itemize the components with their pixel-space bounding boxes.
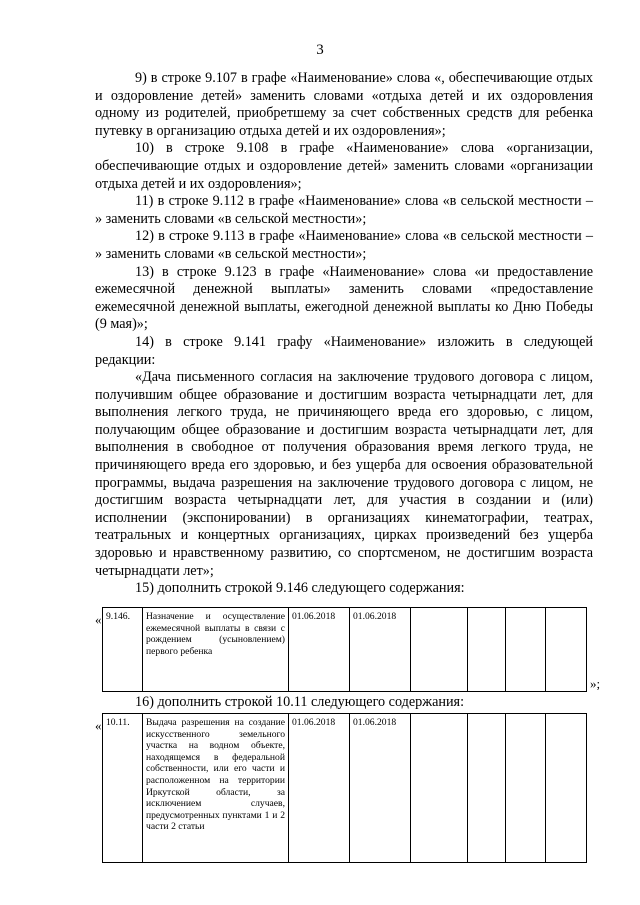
table2-intro: 16) дополнить строкой 10.11 следующего содержания: <box>135 694 465 710</box>
table1-name: Назначение и осуществление ежемесячной выплаты в связи с рождением (усыновлением) первого ребенка <box>143 608 289 692</box>
table2-number: 10.11. <box>103 714 143 863</box>
table-row <box>103 714 587 863</box>
table2-empty-cell <box>546 714 587 863</box>
paragraph-13: 13) в строке 9.123 в графе «Наименование» слова «и предоставление ежемесячной денежной выплаты» заменить словами «предоставление ежемесячной денежной выплаты, ежегодной денежной выплаты ко Дню Победы (9 мая)»; <box>95 263 593 333</box>
table2-name: Выдача разрешения на создание искусственного земельного участка на водном объекте, находящемся в федеральной собственности, или его части и расположенном на территории Иркутской области, за исключением случаев, предусмотренных пунктами 1 и 2 части 2 статьи <box>143 714 289 863</box>
table2-empty-cell <box>506 714 546 863</box>
table1-open-quote: « <box>95 612 102 627</box>
table1-empty-cell <box>468 608 506 692</box>
table1-number: 9.146. <box>103 608 143 692</box>
table2-date-2: 01.06.2018 <box>350 714 411 863</box>
body-text <box>95 70 593 598</box>
table1 <box>102 607 587 692</box>
table2-open-quote: « <box>95 718 102 733</box>
table2 <box>102 713 587 863</box>
table1-empty-cell <box>506 608 546 692</box>
paragraph-12: 12) в строке 9.113 в графе «Наименование» слова «в сельской местности – » заменить словами «в сельской местности»; <box>95 228 593 262</box>
table1-intro: 15) дополнить строкой 9.146 следующего содержания: <box>135 580 465 597</box>
table2-date-1: 01.06.2018 <box>289 714 350 863</box>
paragraph-9: 9) в строке 9.107 в графе «Наименование» слова «, обеспечивающие отдых и оздоровление детей» заменить словами «отдыха детей и их оздоровления одному из родителей, приобретшему за счет собственных средств для ребенка путевку в организацию отдыха детей и их оздоровления»; <box>95 70 593 139</box>
table1-close-quote: »; <box>590 676 601 691</box>
table1-empty-cell <box>411 608 468 692</box>
table1-empty-cell <box>546 608 587 692</box>
table2-empty-cell <box>468 714 506 863</box>
paragraph-10: 10) в строке 9.108 в графе «Наименование» слова «организации, обеспечивающие отдых и оздоровление детей» заменить словами «организации отдыха детей и их оздоровления»; <box>95 140 593 192</box>
page-number: 3 <box>316 42 324 58</box>
table2-empty-cell <box>411 714 468 863</box>
table1-date-1: 01.06.2018 <box>289 608 350 692</box>
table1-date-2: 01.06.2018 <box>350 608 411 692</box>
paragraph-14: 14) в строке 9.141 графу «Наименование» изложить в следующей редакции: <box>95 333 593 368</box>
quoted-wording: «Дача письменного согласия на заключение трудового договора с лицом, получившим общее образование и достигшим возраста четырнадцати лет, для выполнения легкого труда, не причиняющего вреда его здоровью, с лицом, получающим общее образование и достигшим возраста четырнадцати лет, для выполнения в свободное от получения образования время легкого труда, не причиняющего вреда его здоровью, и без ущерба для освоения образовательной программы, выдача разрешения на заключение трудового договора с лицом, не достигшим возраста четырнадцати лет, для участия в создании и (или) исполнении (экспонировании) в организациях кинематографии, театрах, театральных и концертных организациях, цирках произведений без ущерба здоровью и нравственному развитию, со спортсменом, не достигшим возраста четырнадцати лет»; <box>95 369 593 579</box>
table-row <box>103 608 587 692</box>
paragraph-11: 11) в строке 9.112 в графе «Наименование» слова «в сельской местности – » заменить словами «в сельской местности»; <box>95 193 593 227</box>
